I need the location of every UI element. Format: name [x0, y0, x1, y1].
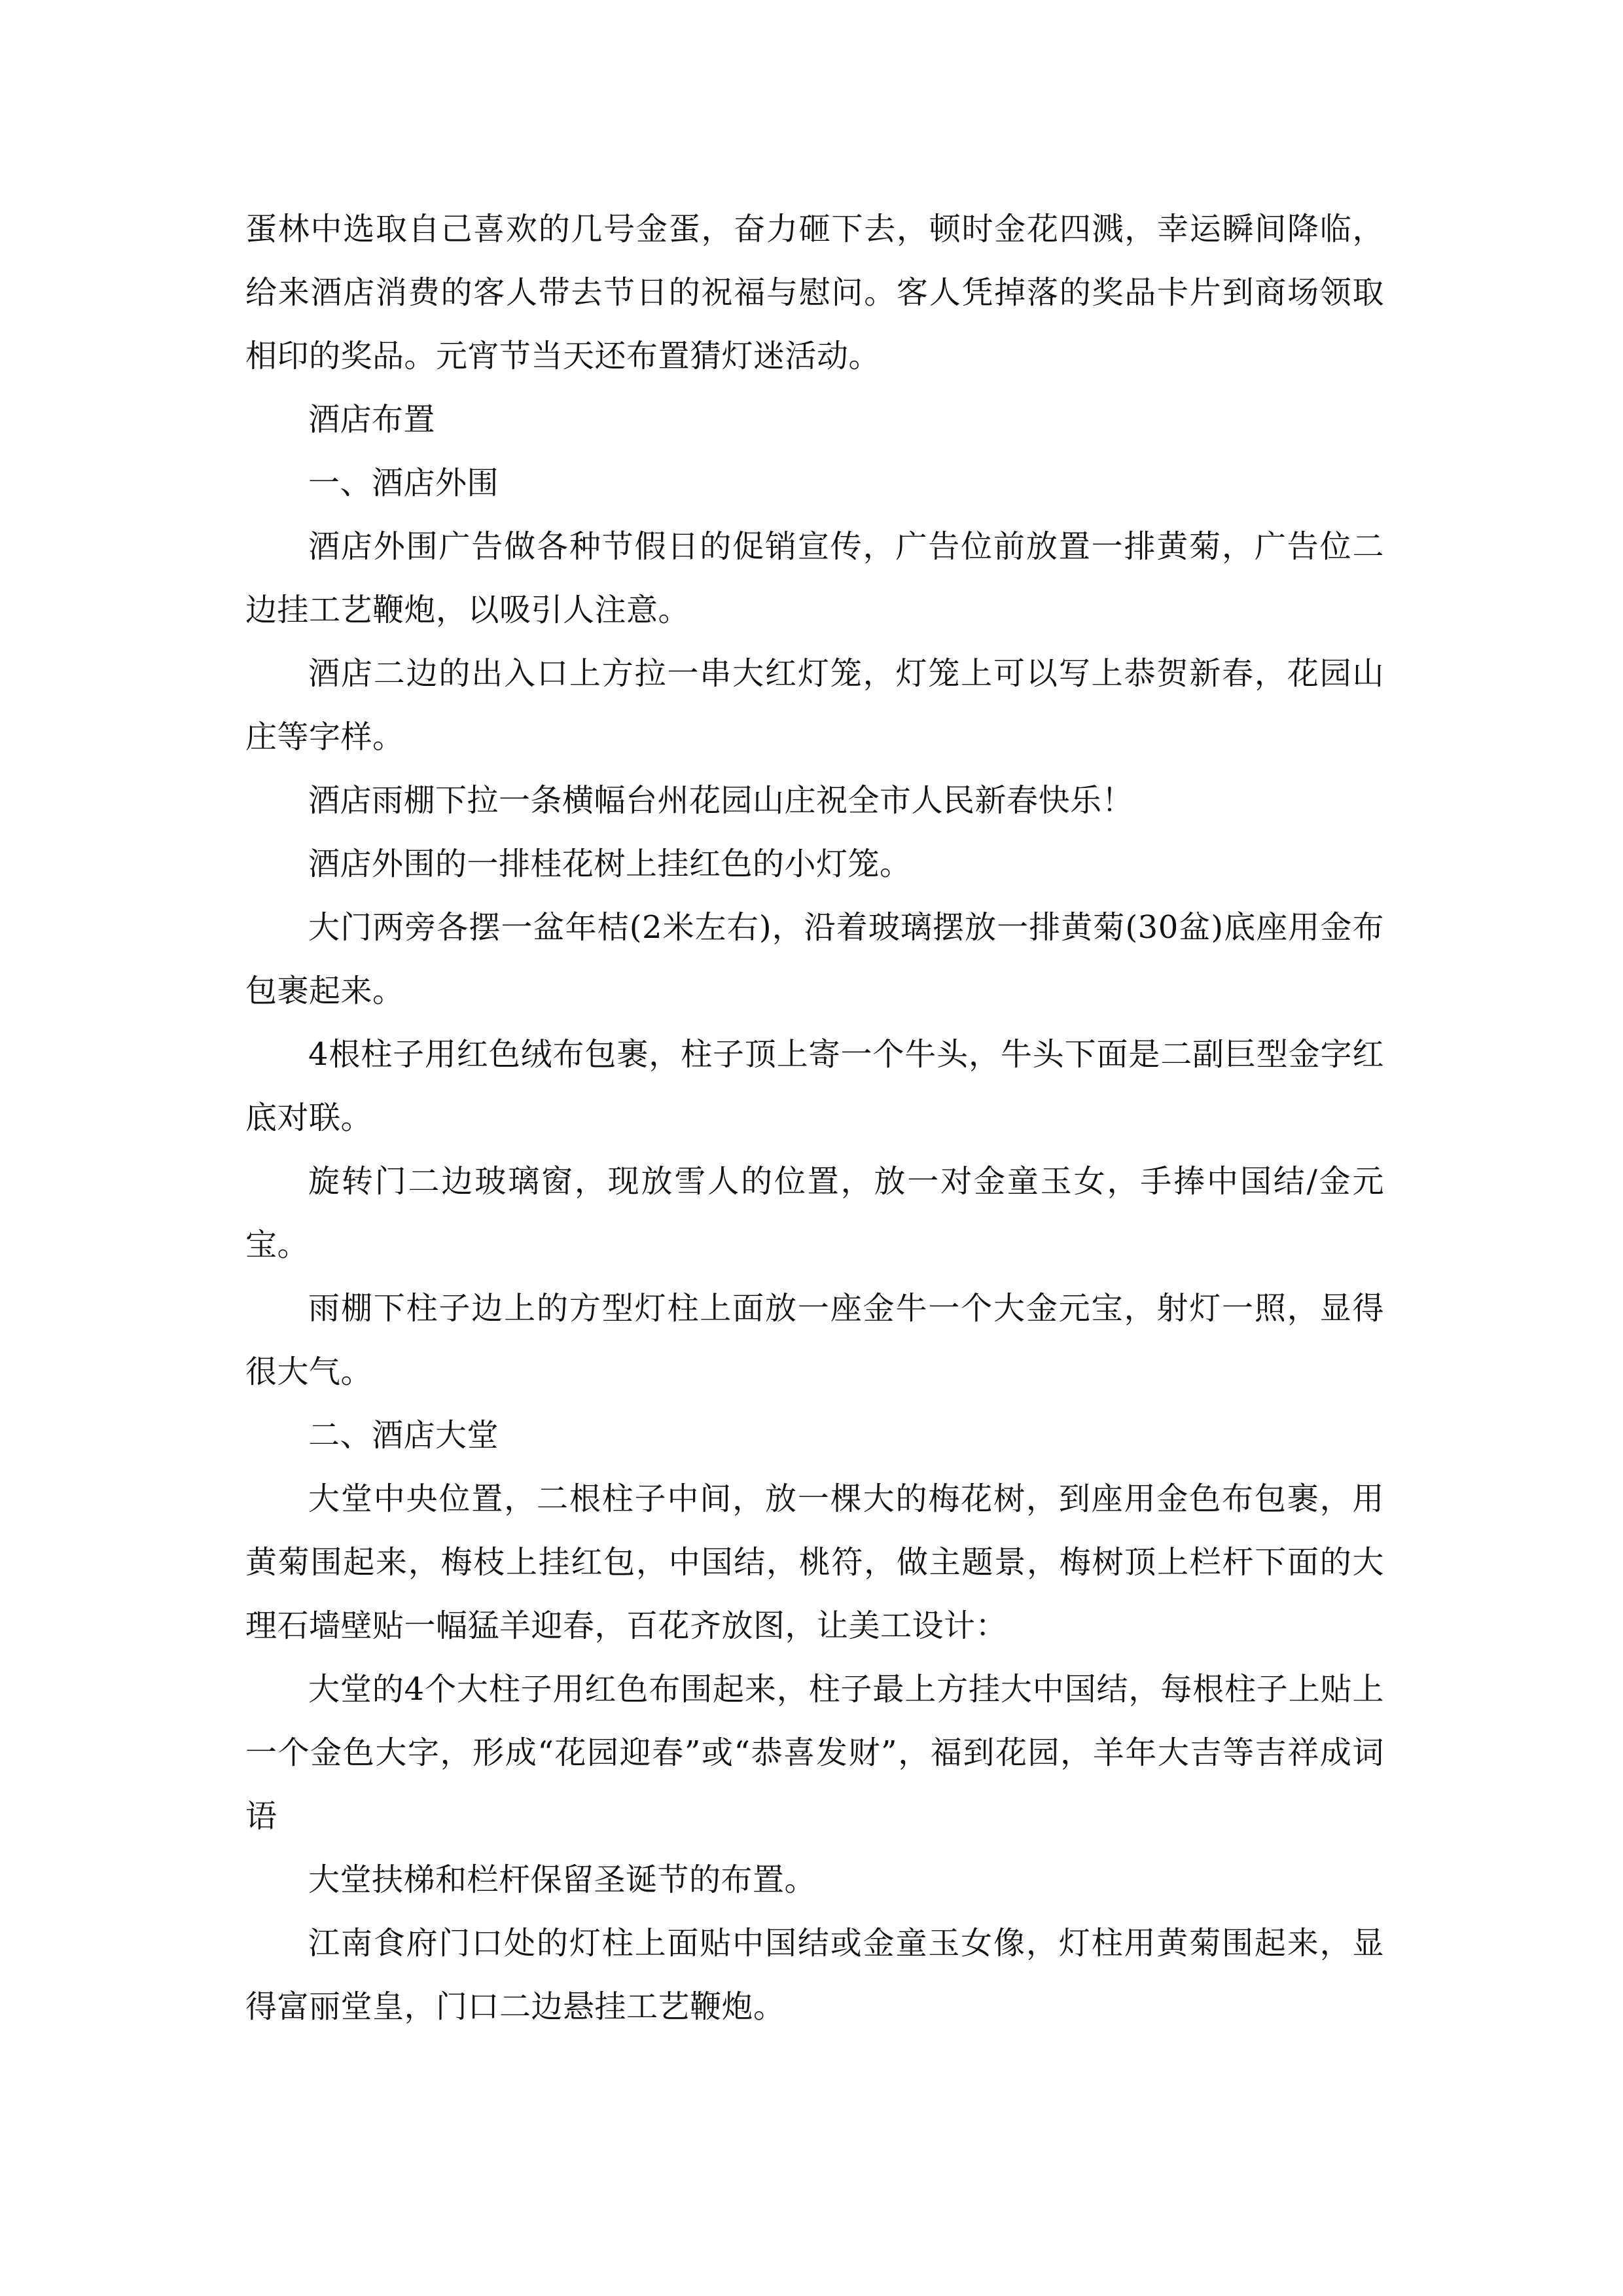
subsection-heading-lobby: 二、酒店大堂 [308, 1417, 499, 1454]
paragraph: 酒店外围广告做各种节假日的促销宣传，广告位前放置一排黄菊，广告位二边挂工艺鞭炮，以吸引人注意。 [245, 528, 1384, 628]
subsection-heading-exterior: 一、酒店外围 [308, 465, 499, 501]
paragraph: 大堂的4个大柱子用红色布围起来，柱子最上方挂大中国结，每根柱子上贴上一个金色大字，形成“花园迎春”或“恭喜发财”，福到花园，羊年大吉等吉祥成词语 [245, 1671, 1384, 1835]
paragraph: 旋转门二边玻璃窗，现放雪人的位置，放一对金童玉女，手捧中国结/金元宝。 [245, 1163, 1384, 1263]
paragraph: 酒店二边的出入口上方拉一串大红灯笼，灯笼上可以写上恭贺新春，花园山庄等字样。 [245, 655, 1384, 755]
paragraph: 雨棚下柱子边上的方型灯柱上面放一座金牛一个大金元宝，射灯一照，显得很大气。 [245, 1290, 1384, 1390]
paragraph: 酒店雨棚下拉一条横幅台州花园山庄祝全市人民新春快乐！ [308, 782, 1134, 819]
paragraph: 大堂扶梯和栏杆保留圣诞节的布置。 [308, 1861, 817, 1898]
paragraph: 酒店外围的一排桂花树上挂红色的小灯笼。 [308, 846, 912, 882]
paragraph: 4根柱子用红色绒布包裹，柱子顶上寄一个牛头，牛头下面是二副巨型金字红底对联。 [245, 1036, 1384, 1136]
paragraph: 大堂中央位置，二根柱子中间，放一棵大的梅花树，到座用金色布包裹，用黄菊围起来，梅枝上挂红包，中国结，桃符，做主题景，梅树顶上栏杆下面的大理石墙壁贴一幅猛羊迎春，百花齐放图，让美工设计： [245, 1480, 1384, 1644]
paragraph: 江南食府门口处的灯柱上面贴中国结或金童玉女像，灯柱用黄菊围起来，显得富丽堂皇，门口二边悬挂工艺鞭炮。 [245, 1925, 1384, 2025]
paragraph-continuation: 蛋林中选取自己喜欢的几号金蛋，奋力砸下去，顿时金花四溅，幸运瞬间降临，给来酒店消费的客人带去节日的祝福与慰问。客人凭掉落的奖品卡片到商场领取相印的奖品。元宵节当天还布置猜灯迷活动。 [245, 211, 1384, 374]
document-body [245, 198, 1384, 2039]
section-heading-hotel-decoration: 酒店布置 [308, 401, 436, 438]
paragraph: 大门两旁各摆一盆年桔(2米左右)，沿着玻璃摆放一排黄菊(30盆)底座用金布包裹起来。 [245, 909, 1384, 1009]
